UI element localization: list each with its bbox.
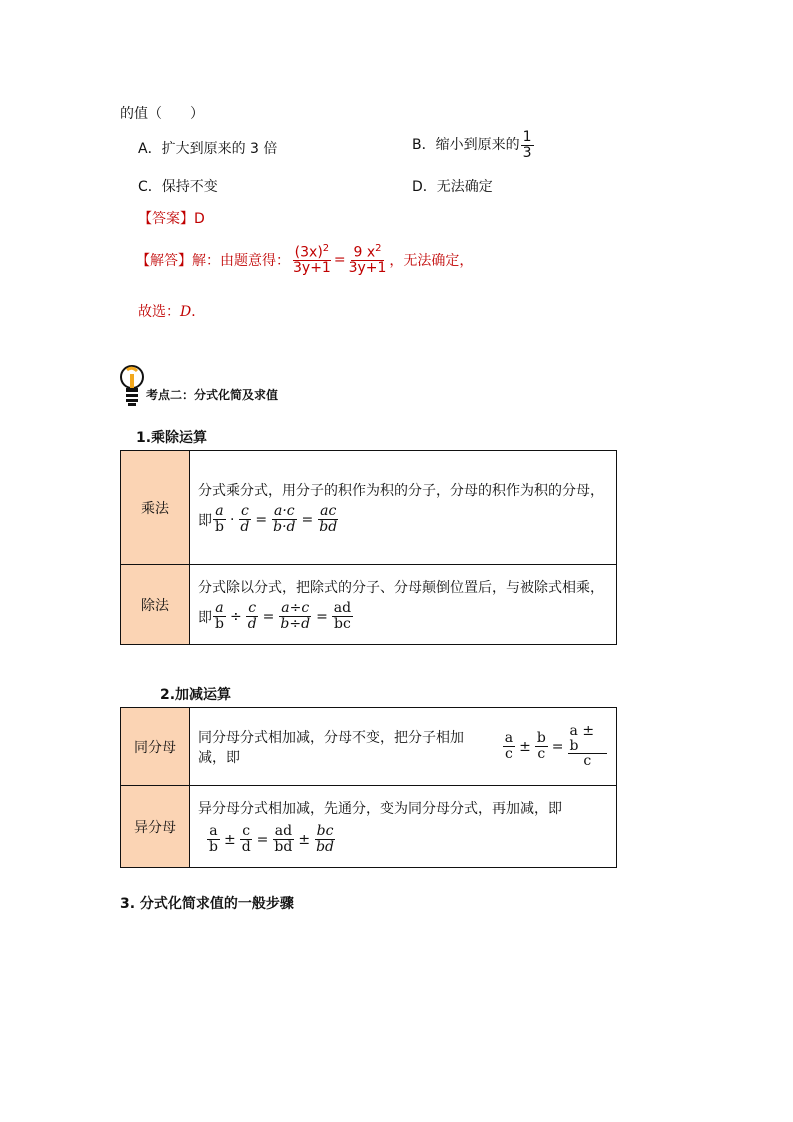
explain-fraction-2 (347, 244, 389, 276)
add-sub-table (120, 707, 617, 868)
fraction: $\frac{a \pm b}{c}$ (568, 724, 607, 769)
fraction: $\frac{a}{b}$ (215, 600, 224, 632)
choose-value: D (180, 304, 192, 320)
add-sub-heading: 2.加减运算 (160, 687, 232, 703)
operator: ± (298, 831, 311, 848)
row-label: 除法 (121, 565, 190, 645)
formula-prefix: 即 (198, 512, 212, 529)
row-formula (198, 824, 608, 854)
table-row (121, 451, 617, 565)
operator: · (229, 511, 235, 528)
row-content (190, 451, 617, 565)
row-label: 同分母 (121, 708, 190, 786)
fraction: $\frac{a\div c}{b\div d}$ (280, 600, 311, 632)
fraction: $\frac{ad}{bc}$ (333, 600, 352, 632)
fraction: $\frac{c}{d}$ (240, 503, 250, 535)
equals-sign: = (262, 608, 275, 625)
row-text: 分式乘分式，用分子的积作为积的分子，分母的积作为积的分母， (198, 483, 604, 500)
fraction: $\frac{c}{d}$ (241, 823, 251, 855)
answer-label: 【答案】 (138, 211, 194, 227)
row-formula (198, 724, 608, 769)
fraction: $\frac{bc}{bd}$ (316, 823, 335, 855)
equals-sign: = (256, 831, 269, 848)
steps-heading: 3. 分式化简求值的一般步骤 (120, 896, 294, 912)
row-content (190, 565, 617, 645)
answer-value: D (194, 211, 205, 227)
table-row (121, 565, 617, 645)
explain-fraction-1 (291, 244, 333, 276)
fraction-numerator: $(3x)^2$ (294, 243, 330, 261)
option-c: C．保持不变 (138, 179, 218, 195)
option-d: D．无法确定 (412, 179, 493, 195)
explain-label: 【解答】 (136, 253, 192, 270)
option-b-fraction (521, 130, 534, 160)
fraction: $\frac{ad}{bd}$ (274, 823, 293, 855)
fraction-denominator: 3 (522, 144, 532, 161)
choose-prefix: 故选： (138, 304, 180, 320)
choose-line (138, 301, 205, 321)
fraction-numerator: 9 $x^2$ (353, 243, 382, 261)
table-row (121, 708, 617, 786)
equals-sign: = (316, 608, 328, 625)
mul-div-heading: 1.乘除运算 (136, 430, 208, 446)
fraction-numerator: 1 (522, 129, 532, 145)
fraction: $\frac{a}{b}$ (209, 823, 218, 855)
option-a: A．扩大到原来的 3 倍 (138, 141, 278, 157)
option-b-text: B．缩小到原来的 (412, 137, 520, 154)
row-formula (198, 601, 608, 631)
lightbulb-icon (118, 364, 148, 408)
explain-prefix: 解：由题意得： (192, 253, 290, 270)
fraction: $\frac{c}{d}$ (247, 600, 257, 632)
operator: ± (223, 831, 236, 848)
table-row (121, 786, 617, 868)
mul-div-table (120, 450, 617, 645)
answer-line (138, 208, 205, 228)
equals-sign: = (551, 738, 564, 755)
fraction: $\frac{a}{b}$ (215, 503, 224, 535)
fraction: $\frac{b}{c}$ (536, 730, 546, 762)
formula-prefix: 即 (198, 609, 212, 626)
option-b (412, 130, 535, 160)
operator: ÷ (229, 608, 242, 625)
fraction: $\frac{a}{c}$ (504, 730, 514, 762)
row-formula (198, 504, 608, 534)
fraction: $\frac{a\cdot c}{b\cdot d}$ (273, 503, 296, 535)
fraction-denominator: 3y+1 (293, 260, 331, 277)
row-content (190, 708, 617, 786)
fraction: $\frac{ac}{bd}$ (319, 503, 338, 535)
row-label: 乘法 (121, 451, 190, 565)
question-stem: 的值（ ） (120, 106, 204, 122)
choose-end: ． (191, 304, 206, 320)
operator: ± (519, 738, 531, 755)
row-text: 同分母分式相加减，分母不变，把分子相加减，即 (198, 729, 464, 766)
equals-sign: = (333, 252, 346, 269)
row-text: 异分母分式相加减，先通分，变为同分母分式，再加减，即 (198, 801, 562, 818)
equals-sign: = (255, 511, 268, 528)
explanation-line (136, 244, 473, 276)
row-text: 分式除以分式，把除式的分子、分母颠倒位置后，与被除式相乘， (198, 580, 604, 597)
row-label: 异分母 (121, 786, 190, 868)
explain-suffix: ，无法确定， (389, 253, 474, 270)
section-title: 考点二：分式化简及求值 (146, 388, 279, 402)
equals-sign: = (301, 511, 314, 528)
fraction-denominator: 3y+1 (348, 260, 387, 277)
row-content (190, 786, 617, 868)
